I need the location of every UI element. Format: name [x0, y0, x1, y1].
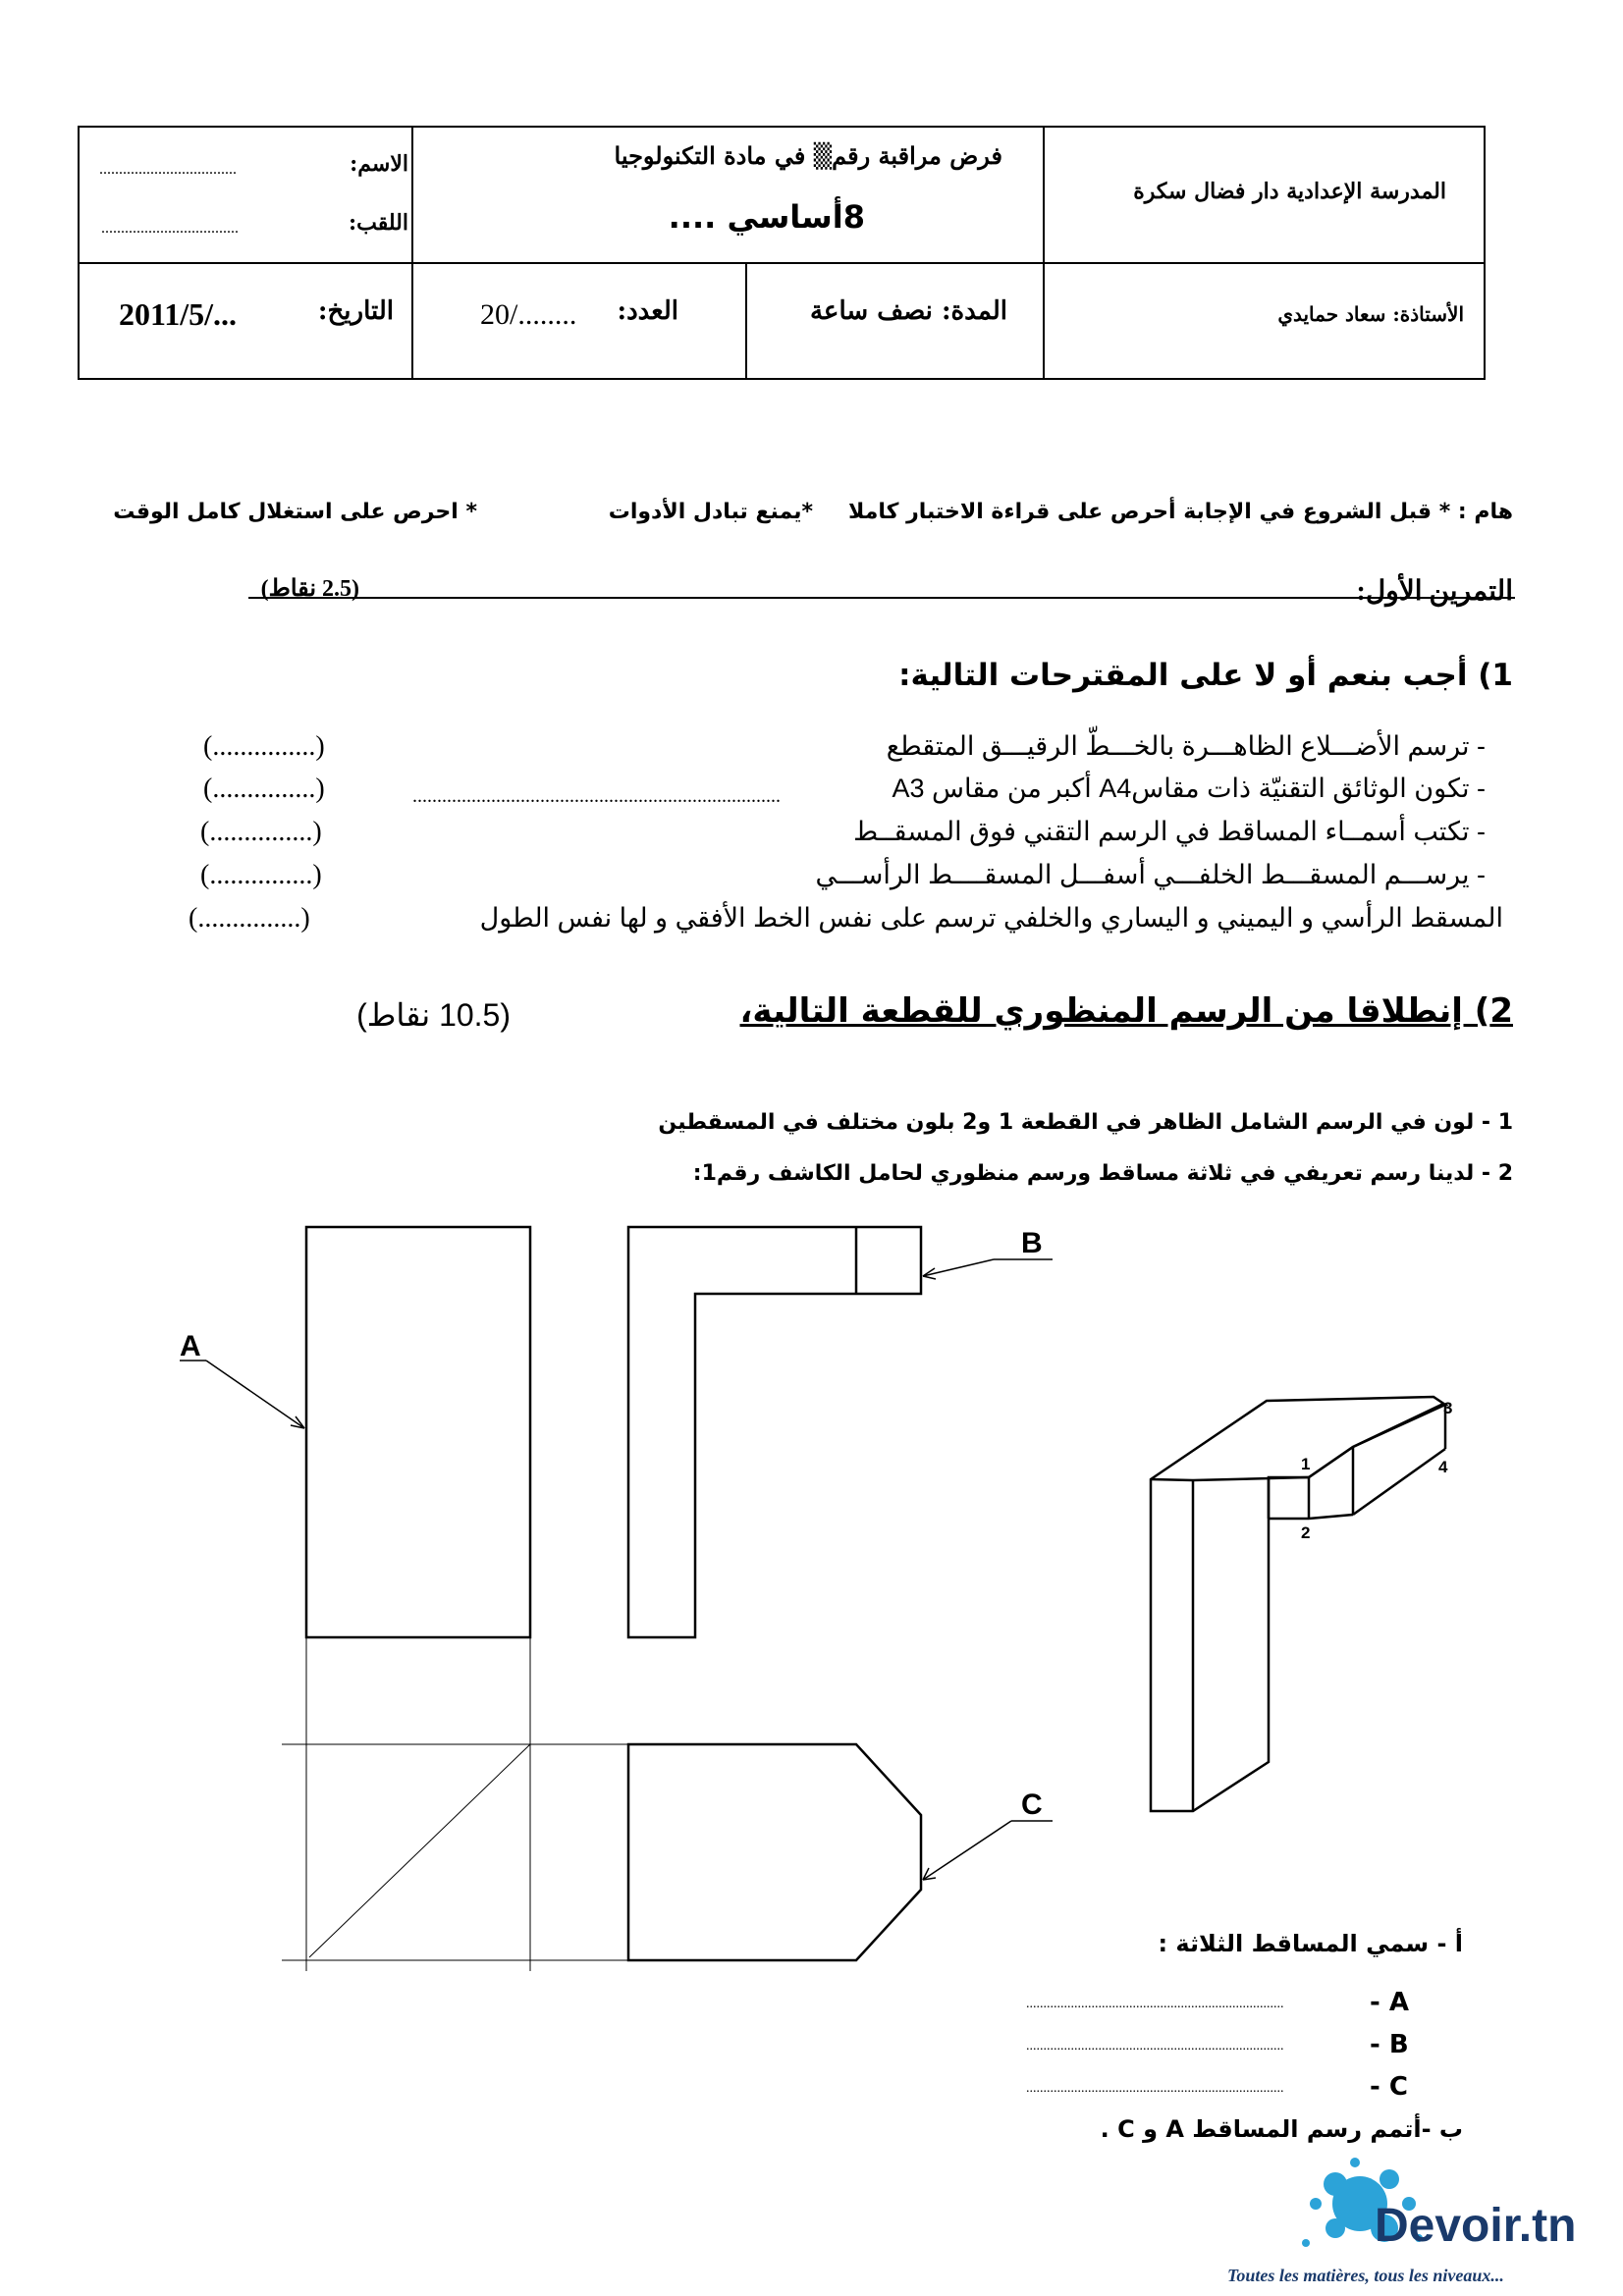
exercise2-item-2: 2 - لدينا رسم تعريفي في ثلاثة مساقط ورسم منظوري لحامل الكاشف رقم1: — [692, 1161, 1513, 1186]
exercise1-points: (2.5 نقاط) — [260, 576, 359, 602]
logo-tagline: Toutes les matières, tous les niveaux... — [1227, 2266, 1504, 2285]
proposition-4: - يرســـم المسقـــط الخلفـــي أسفـــل المسقــــط الرأســـي — [815, 860, 1486, 889]
proposition-5: المسقط الرأسي و اليميني و اليساري والخلفي ترسم على نفس الخط الأفقي و لها نفس الطول — [479, 903, 1503, 933]
front-view-A — [306, 1227, 530, 1637]
answer-field-C[interactable]: ........................................................................... — [1026, 2081, 1284, 2096]
exam-title: فرض مراقبة رقم▒ في مادة التكنولوجيا — [614, 141, 1002, 170]
date-value[interactable]: 2011/5/... — [119, 296, 238, 332]
teacher-name: الأستاذة: سعاد حمايدي — [1277, 302, 1464, 326]
school-name: المدرسة الإعدادية دار فضال سكرة — [1133, 179, 1446, 204]
grade-label: العدد: — [617, 296, 678, 326]
surname-field[interactable]: ................................... — [101, 220, 239, 237]
level: 8أساسي .... — [668, 198, 865, 236]
answer-5[interactable]: (...............) — [189, 903, 310, 934]
sub-question-a: أ - سمي المساقط الثلاثة : — [1158, 1930, 1463, 1957]
view-label-B: B — [1021, 1227, 1043, 1259]
grade-value[interactable]: 20/........ — [480, 298, 577, 331]
answer-3[interactable]: (...............) — [200, 817, 322, 847]
answer-label-C: - C — [1370, 2072, 1408, 2102]
proposition-3: - تكتب أسمــاء المساقط في الرسم التقني فوق المسقــط — [853, 817, 1486, 846]
answer-field-A[interactable]: ........................................................................... — [1026, 1997, 1284, 2011]
corner-number-1: 1 — [1301, 1455, 1311, 1473]
exercise1-title: التمرين الأول: — [1356, 576, 1513, 607]
leader-arrows — [180, 1259, 1053, 1880]
answer-label-A: - A — [1370, 1988, 1409, 2017]
corner-number-4: 4 — [1438, 1458, 1448, 1476]
view-label-A: A — [180, 1330, 201, 1362]
side-view-B — [628, 1227, 921, 1637]
proposition-1: - ترسم الأضـــلاع الظاهـــرة بالخـــطّ الرقيـــق المتقطع — [886, 731, 1486, 761]
duration: المدة: نصف ساعة — [809, 296, 1007, 326]
instruction-no-exchange: *يمنع تبادل الأدوات — [608, 500, 813, 524]
sub-question-b: ب -أتمم رسم المساقط A و C . — [1100, 2115, 1463, 2143]
answer-field-B[interactable]: ........................................................................... — [1026, 2039, 1284, 2054]
name-label: الاسم: — [350, 151, 408, 177]
leader-dots: ........................................................................... — [412, 785, 781, 807]
view-label-C: C — [1021, 1789, 1043, 1821]
top-view-C — [628, 1744, 921, 1960]
answer-1[interactable]: (...............) — [203, 731, 325, 762]
corner-number-3: 3 — [1443, 1399, 1453, 1417]
perspective-view — [1151, 1397, 1448, 1811]
surname-label: اللقب: — [349, 210, 408, 236]
answer-label-B: - B — [1370, 2030, 1409, 2059]
exercise2-title: 2) إنطلاقا من الرسم المنظوري للقطعة التالية، — [739, 991, 1513, 1031]
question-1: 1) أجب بنعم أو لا على المقترحات التالية: — [898, 658, 1513, 693]
construction-lines — [282, 1637, 628, 1971]
proposition-2: - تكون الوثائق التقنيّة ذات مقاسA4 أكبر من مقاس A3 — [892, 774, 1486, 803]
date-label: التاريخ: — [317, 296, 394, 326]
exercise2-item-1: 1 - لون في الرسم الشامل الظاهر في القطعة 1 و2 بلون مختلف في المسقطين — [658, 1110, 1513, 1135]
instruction-use-time: * احرص على استغلال كامل الوقت — [113, 500, 477, 524]
logo-name: Devoir.tn — [1375, 2200, 1577, 2252]
corner-number-2: 2 — [1301, 1523, 1311, 1542]
instruction-main: هام : * قبل الشروع في الإجابة أحرص على قراءة الاختبار كاملا — [848, 500, 1513, 524]
name-field[interactable]: ................................... — [99, 161, 237, 178]
devoir-logo[interactable] — [1217, 2145, 1623, 2296]
exercise2-points: (10.5 نقاط) — [356, 997, 511, 1033]
answer-4[interactable]: (...............) — [200, 860, 322, 890]
answer-2[interactable]: (...............) — [203, 774, 325, 804]
